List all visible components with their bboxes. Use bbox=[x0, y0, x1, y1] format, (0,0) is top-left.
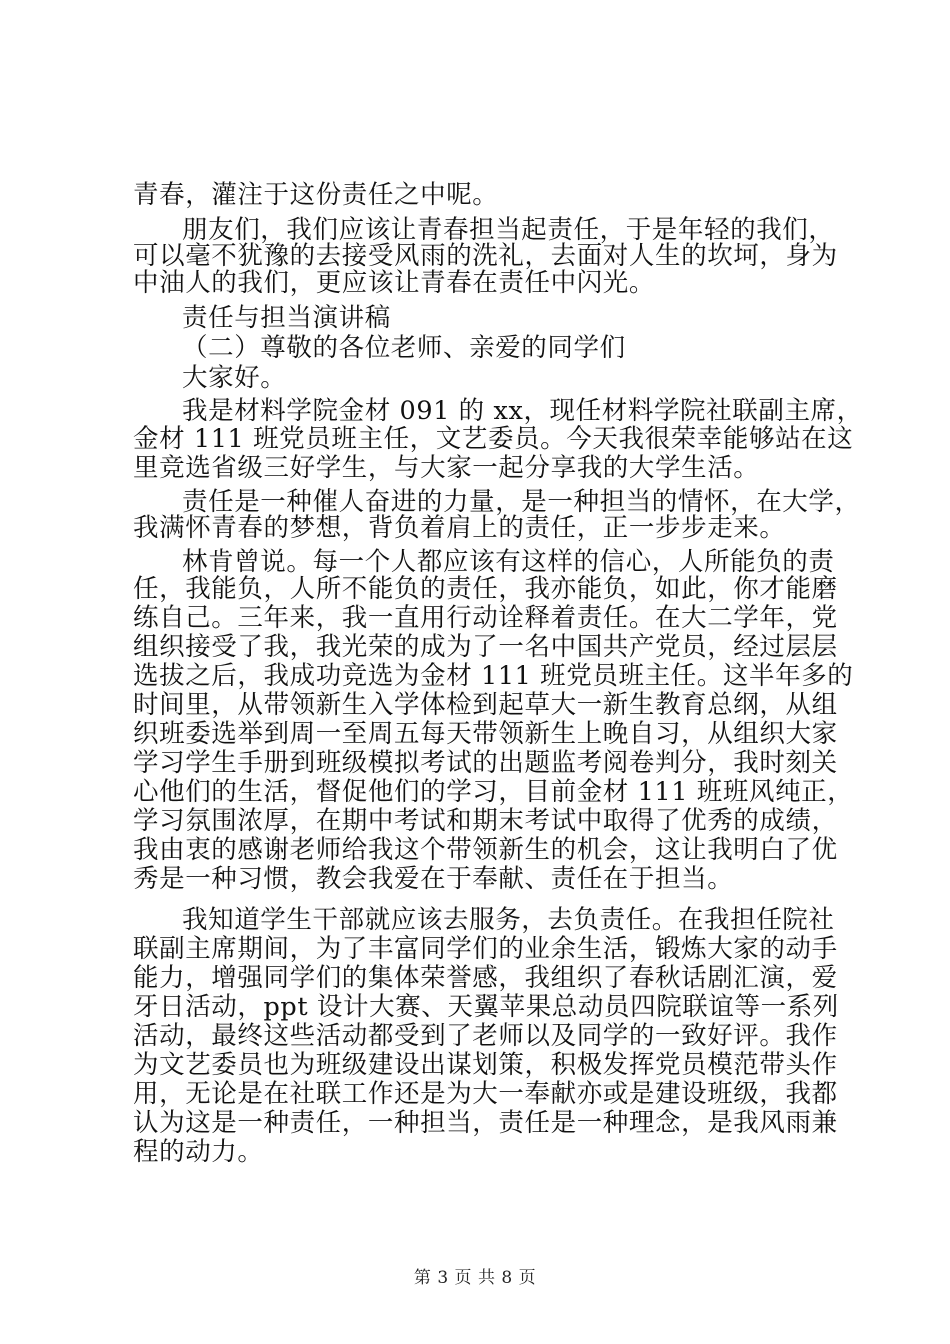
text-line: 为文艺委员也为班级建设出谋划策，积极发挥党员模范带头作 bbox=[133, 1050, 838, 1080]
page-number: 第 3 页 共 8 页 bbox=[413, 1268, 537, 1288]
text-line: 里竞选省级三好学生，与大家一起分享我的大学生活。 bbox=[133, 453, 760, 483]
text-line: 我是材料学院金材 091 的 xx，现任材料学院社联副主席， bbox=[182, 396, 863, 426]
text-line: 联副主席期间，为了丰富同学们的业余生活，锻炼大家的动手 bbox=[133, 934, 838, 964]
text-line: 心他们的生活，督促他们的学习，目前金材 111 班班风纯正， bbox=[133, 777, 854, 807]
text-line: 能力，增强同学们的集体荣誉感，我组织了春秋话剧汇演，爱 bbox=[133, 963, 838, 993]
text-line: 青春，灌注于这份责任之中呢。 bbox=[133, 180, 499, 210]
text-line: 牙日活动，ppt 设计大赛、天翼苹果总动员四院联谊等一系列 bbox=[133, 992, 839, 1022]
text-line: 时间里，从带领新生入学体检到起草大一新生教育总纲，从组 bbox=[133, 690, 838, 720]
text-line: 我由衷的感谢老师给我这个带领新生的机会，这让我明白了优 bbox=[133, 835, 838, 865]
text-line: 朋友们，我们应该让青春担当起责任，于是年轻的我们， bbox=[182, 215, 835, 245]
text-line: 用，无论是在社联工作还是为大一奉献亦或是建设班级，我都 bbox=[133, 1079, 838, 1109]
text-line: 中油人的我们，更应该让青春在责任中闪光。 bbox=[133, 268, 656, 298]
text-line: 我满怀青春的梦想，背负着肩上的责任，正一步步走来。 bbox=[133, 513, 786, 543]
text-line: 金材 111 班党员班主任，文艺委员。今天我很荣幸能够站在这 bbox=[133, 424, 854, 454]
text-line: 我知道学生干部就应该去服务，去负责任。在我担任院社 bbox=[182, 905, 835, 935]
text-line: 选拔之后，我成功竞选为金材 111 班党员班主任。这半年多的 bbox=[133, 661, 854, 691]
text-line: 责任与担当演讲稿 bbox=[182, 303, 391, 333]
text-line: 认为这是一种责任，一种担当，责任是一种理念，是我风雨兼 bbox=[133, 1108, 838, 1138]
text-line: 林肯曾说。每一个人都应该有这样的信心，人所能负的责 bbox=[182, 547, 835, 577]
text-line: 练自己。三年来，我一直用行动诠释着责任。在大二学年，党 bbox=[133, 603, 838, 633]
text-line: 程的动力。 bbox=[133, 1137, 264, 1167]
text-line: 学习氛围浓厚，在期中考试和期末考试中取得了优秀的成绩， bbox=[133, 806, 838, 836]
text-line: 组织接受了我，我光荣的成为了一名中国共产党员，经过层层 bbox=[133, 632, 838, 662]
text-line: 责任是一种催人奋进的力量，是一种担当的情怀，在大学， bbox=[182, 487, 861, 517]
text-line: 任，我能负，人所不能负的责任，我亦能负，如此，你才能磨 bbox=[133, 574, 838, 604]
text-line: （二）尊敬的各位老师、亲爱的同学们 bbox=[182, 333, 626, 363]
text-line: 织班委选举到周一至周五每天带领新生上晚自习，从组织大家 bbox=[133, 719, 838, 749]
text-line: 可以毫不犹豫的去接受风雨的洗礼，去面对人生的坎坷，身为 bbox=[133, 241, 838, 271]
text-line: 学习学生手册到班级模拟考试的出题监考阅卷判分，我时刻关 bbox=[133, 748, 838, 778]
text-line: 秀是一种习惯，教会我爱在于奉献、责任在于担当。 bbox=[133, 864, 734, 894]
text-line: 活动，最终这些活动都受到了老师以及同学的一致好评。我作 bbox=[133, 1021, 838, 1051]
text-line: 大家好。 bbox=[182, 363, 287, 393]
